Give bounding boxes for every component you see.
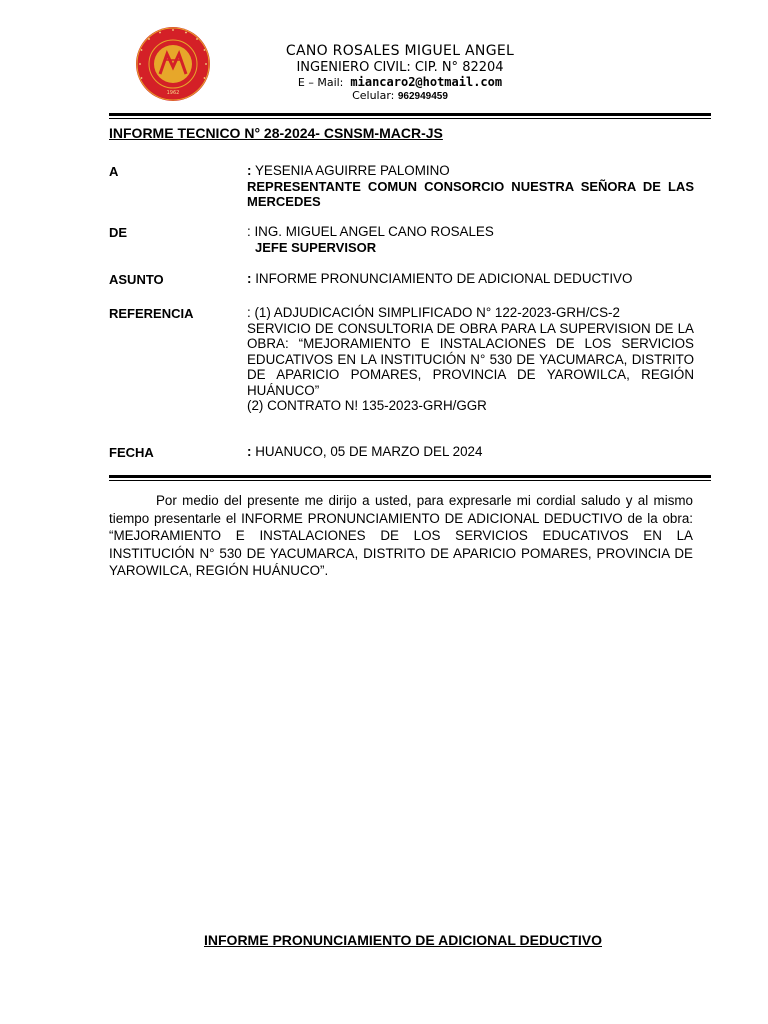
to-name: YESENIA AGUIRRE PALOMINO xyxy=(254,163,450,178)
subject-label: ASUNTO xyxy=(109,272,164,287)
phone-label: Celular: xyxy=(352,89,395,102)
subject-colon: : xyxy=(247,271,252,286)
date-text: HUANUCO, 05 DE MARZO DEL 2024 xyxy=(255,444,483,459)
from-label: DE xyxy=(109,225,128,240)
body-paragraph: Por medio del presente me dirijo a usted, para expresarle mi cordial saludo y al mismo tiempo presentarle el INFORME PRONUNCIAMIENTO DE ADICIONAL DEDUCTIVO de la obra: “MEJORAMIENTO E INSTALACIONES DE LOS SERVICIOS EDUCATIVOS EN LA INSTITUCIÓN N° 530 DE YACUMARCA, DISTRITO DE APARICIO POMARES, PROVINCIA DE YAROWILCA, REGIÓN HUÁNUCO”. xyxy=(109,493,693,578)
date-label: FECHA xyxy=(109,445,154,460)
to-role: REPRESENTANTE COMUN CONSORCIO NUESTRA SEÑORA DE LAS MERCEDES xyxy=(247,178,694,209)
to-colon: : xyxy=(247,163,252,178)
email-line xyxy=(250,75,550,89)
from-role: JEFE SUPERVISOR xyxy=(255,239,377,255)
reference-line-1: : (1) ADJUDICACIÓN SIMPLIFICADO N° 122-2023-GRH/CS-2 xyxy=(247,305,620,320)
date-value xyxy=(247,444,694,460)
author-profession: INGENIERO CIVIL: CIP. N° 82204 xyxy=(296,60,504,75)
seal-year: 1962 xyxy=(166,90,180,96)
to-value xyxy=(247,163,694,210)
email-address[interactable]: miancaro2@hotmail.com xyxy=(350,75,503,89)
engineers-college-seal-logo xyxy=(134,26,212,102)
document-title: INFORME TECNICO N° 28-2024- CSNSM-MACR-JS xyxy=(109,125,443,141)
phone-number: 962949459 xyxy=(397,91,448,102)
from-value xyxy=(247,224,694,255)
section-heading: INFORME PRONUNCIAMIENTO DE ADICIONAL DEDUCTIVO xyxy=(204,932,602,948)
reference-body: SERVICIO DE CONSULTORIA DE OBRA PARA LA SUPERVISION DE LA OBRA: “MEJORAMIENTO E INSTALACIONES DE LOS SERVICIOS EDUCATIVOS EN LA INSTITUCIÓN N° 530 DE YACUMARCA, DISTRITO DE APARICIO POMARES, PROVINCIA DE YAROWILCA, REGIÓN HUÁNUCO” xyxy=(247,320,694,398)
reference-value xyxy=(247,305,694,414)
reference-line-2: (2) CONTRATO N! 135-2023-GRH/GGR xyxy=(247,398,487,413)
author-name: CANO ROSALES MIGUEL ANGEL xyxy=(285,43,515,59)
date-colon: : xyxy=(247,444,252,459)
to-label: A xyxy=(109,164,119,179)
email-label: E – Mail: xyxy=(297,76,344,89)
header-divider xyxy=(109,113,711,119)
subject-value xyxy=(247,271,694,287)
body-divider xyxy=(109,475,711,481)
phone-line xyxy=(250,89,550,102)
from-name: : ING. MIGUEL ANGEL CANO ROSALES xyxy=(247,224,494,239)
subject-text: INFORME PRONUNCIAMIENTO DE ADICIONAL DEDUCTIVO xyxy=(255,271,633,286)
reference-label: REFERENCIA xyxy=(109,306,194,321)
